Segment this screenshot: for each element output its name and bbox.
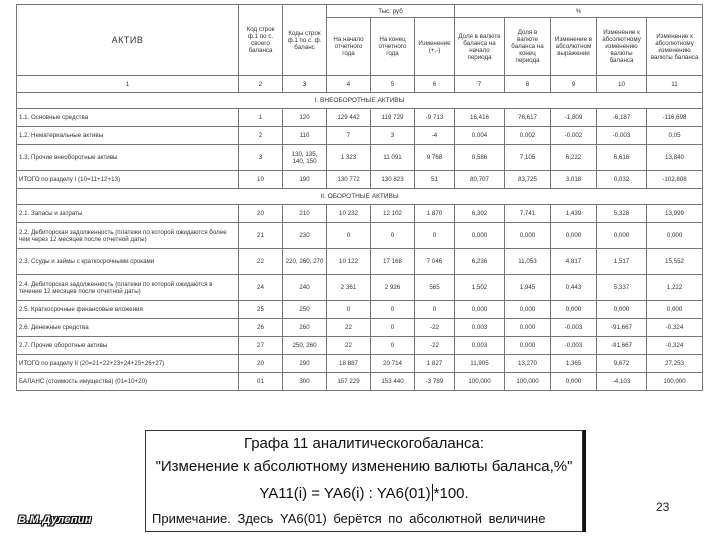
cell-c6: 51 [415,171,455,189]
cell-c3: 290 [283,355,327,373]
cell-c9: 6,222 [551,145,597,171]
note-box-edge [583,430,586,532]
cell-c11: 0,05 [647,127,703,145]
cell-c9: 0,000 [551,373,597,391]
cell-c6: -22 [415,319,455,337]
cell-c4: 2 361 [327,275,371,301]
header-col-3: Коды строк ф.1 по с. ф. баланс [283,5,327,76]
header-group-percent: % [455,5,703,18]
cell-c2: 20 [239,205,283,223]
cell-c4: 7 [327,127,371,145]
row-label: ИТОГО по разделу I (10=11+12+13) [17,171,239,189]
cell-c6: 1 870 [415,205,455,223]
col-number: 6 [415,76,455,93]
cell-c8: 0,000 [505,223,551,249]
cell-c5: 119 729 [371,109,415,127]
table-row [17,171,703,189]
cell-c11: -116,698 [647,109,703,127]
formula-left: YA11(i) = YA6(i) : YA6(01) [259,485,431,502]
header-group-tys: Тыс. руб [327,5,455,18]
cell-c4: 22 [327,319,371,337]
cell-c5: 2 926 [371,275,415,301]
cell-c11: 100,000 [647,373,703,391]
cell-c8: 0,000 [505,319,551,337]
cell-c8: 0,000 [505,337,551,355]
cell-c10: 0,032 [597,171,647,189]
cell-c6: 0 [415,223,455,249]
section-1-title: I. ВНЕОБОРОТНЫЕ АКТИВЫ [17,93,703,109]
cell-c5: 11 091 [371,145,415,171]
row-label: 2.2. Дебиторская задолженность (платежи по которой ожидаются более чем через 12 месяцев после отчетной даты) [17,223,239,249]
cell-c9: 4,817 [551,249,597,275]
abs-bar [432,484,433,501]
cell-c10: 0,000 [597,223,647,249]
row-label: 2.4. Дебиторская задолженность (платежи по которой ожидаются в течение 12 месяцев после отчетной даты) [17,275,239,301]
cell-c2: 24 [239,275,283,301]
cell-c4: 18 887 [327,355,371,373]
col-number: 1 [17,76,239,93]
cell-c8: 83,725 [505,171,551,189]
header-col-4: На начало отчетного года [327,18,371,76]
table-row [17,127,703,145]
cell-c4: 0 [327,301,371,319]
cell-c9: 3,018 [551,171,597,189]
cell-c11: 1,222 [647,275,703,301]
cell-c4: 157 229 [327,373,371,391]
section-row [17,93,703,109]
cell-c6: -4 [415,127,455,145]
cell-c8: 11,053 [505,249,551,275]
cell-c11: -102,808 [647,171,703,189]
cell-c9: 0,000 [551,301,597,319]
row-label: 1.3. Прочие внеоборотные активы [17,145,239,171]
cell-c10: 9,672 [597,355,647,373]
header-col-10: Изменение к абсолютному изменению валюты баланса [597,18,647,76]
cell-c5: 0 [371,301,415,319]
cell-c10: -6,187 [597,109,647,127]
table-row [17,355,703,373]
header-col-5: На конец отчетного года [371,18,415,76]
row-label: 2.5. Краткосрочные финансовые вложения [17,301,239,319]
cell-c7: 11,905 [455,355,505,373]
cell-c10: -91,667 [597,319,647,337]
cell-c8: 7,105 [505,145,551,171]
cell-c9: -1,809 [551,109,597,127]
cell-c3: 300 [283,373,327,391]
cell-c10: 1,517 [597,249,647,275]
cell-c2: 2 [239,127,283,145]
cell-c7: 80,707 [455,171,505,189]
cell-c11: -0,324 [647,319,703,337]
table-row [17,337,703,355]
cell-c11: -0,324 [647,337,703,355]
aktiv-header: АКТИВ [17,5,239,76]
header-col-6: Изменение (+,-) [415,18,455,76]
cell-c7: 0,586 [455,145,505,171]
cell-c10: 6,616 [597,145,647,171]
cell-c4: 0 [327,223,371,249]
cell-c5: 3 [371,127,415,145]
row-label: ИТОГО по разделу II (20=21+22+23+24+25+26+27) [17,355,239,373]
section-2-body [17,205,703,391]
cell-c3: 130, 135, 140, 150 [283,145,327,171]
cell-c3: 250, 260 [283,337,327,355]
cell-c8: 1,945 [505,275,551,301]
table-row [17,205,703,223]
row-label: БАЛАНС (стоимость имущества) (01=10+20) [17,373,239,391]
cell-c10: -91,667 [597,337,647,355]
cell-c5: 0 [371,223,415,249]
col-number: 7 [455,76,505,93]
row-label: 1.2. Нематериальные активы [17,127,239,145]
row-label: 2.6. Денежные средства [17,319,239,337]
cell-c5: 0 [371,319,415,337]
cell-c7: 16,416 [455,109,505,127]
cell-c8: 76,617 [505,109,551,127]
cell-c2: 1 [239,109,283,127]
cell-c10: 5,337 [597,275,647,301]
section-row [17,189,703,205]
row-label: 2.3. Ссуды и займы с краткосрочными сроками [17,249,239,275]
table-row [17,249,703,275]
cell-c9: -0,002 [551,127,597,145]
cell-c3: 120 [283,109,327,127]
col-number: 4 [327,76,371,93]
cell-c9: -0,003 [551,319,597,337]
cell-c10: -4,103 [597,373,647,391]
header-group-row [17,5,703,18]
cell-c9: 0,443 [551,275,597,301]
page-number: 23 [656,500,670,514]
cell-c7: 6,302 [455,205,505,223]
table-row [17,301,703,319]
cell-c4: 129 442 [327,109,371,127]
col-number: 2 [239,76,283,93]
cell-c5: 130 823 [371,171,415,189]
cell-c7: 0,004 [455,127,505,145]
cell-c6: -9 713 [415,109,455,127]
cell-c2: 20 [239,355,283,373]
note-line-1: Графа 11 аналитическогобаланса: [243,435,485,452]
cell-c3: 220, 260, 270 [283,249,327,275]
header-col-9: Изменение в абсолютном выражении [551,18,597,76]
cell-c4: 10 232 [327,205,371,223]
table-row [17,223,703,249]
row-label: 2.7. Прочие оборотные активы [17,337,239,355]
cell-c6: 7 046 [415,249,455,275]
cell-c8: 7,741 [505,205,551,223]
row-label: 2.1. Запасы и затраты [17,205,239,223]
cell-c3: 190 [283,171,327,189]
cell-c11: 0,000 [647,223,703,249]
cell-c8: 13,270 [505,355,551,373]
cell-c11: 15,552 [647,249,703,275]
cell-c7: 0,003 [455,337,505,355]
cell-c5: 12 102 [371,205,415,223]
cell-c4: 22 [327,337,371,355]
table-row [17,145,703,171]
cell-c7: 0,003 [455,319,505,337]
cell-c9: 0,000 [551,223,597,249]
header-col-2: Код строк ф.1 по с. своего баланса [239,5,283,76]
cell-c11: 0,000 [647,301,703,319]
cell-c4: 10 122 [327,249,371,275]
col-number: 10 [597,76,647,93]
cell-c5: 20 714 [371,355,415,373]
analytical-balance-table [16,4,703,391]
cell-c4: 1 323 [327,145,371,171]
note-line-2: "Изменение к абсолютному изменению валюты баланса,%" [155,458,573,475]
cell-c2: 22 [239,249,283,275]
cell-c9: 1,439 [551,205,597,223]
table-row [17,373,703,391]
cell-c10: 0,000 [597,301,647,319]
formula-right: *100. [433,485,469,502]
cell-c9: 1,365 [551,355,597,373]
cell-c3: 260 [283,319,327,337]
cell-c6: 1 827 [415,355,455,373]
author-name: В.М.Дулепин [18,514,92,526]
cell-c8: 100,000 [505,373,551,391]
cell-c3: 230 [283,223,327,249]
cell-c2: 3 [239,145,283,171]
cell-c5: 0 [371,337,415,355]
cell-c6: 565 [415,275,455,301]
cell-c7: 6,236 [455,249,505,275]
header-col-8: Доля в валюте баланса на конец периода [505,18,551,76]
cell-c2: 26 [239,319,283,337]
col-number: 3 [283,76,327,93]
cell-c3: 210 [283,205,327,223]
cell-c7: 100,000 [455,373,505,391]
cell-c10: -0,003 [597,127,647,145]
cell-c4: 130 772 [327,171,371,189]
cell-c3: 110 [283,127,327,145]
note-formula [146,484,582,502]
table-row [17,275,703,301]
cell-c2: 01 [239,373,283,391]
col-number: 5 [371,76,415,93]
cell-c10: 5,328 [597,205,647,223]
column-number-row [17,76,703,93]
cell-c2: 27 [239,337,283,355]
note-remark: Примечание. Здесь YA6(01) берётся по абсолютной величине [152,511,546,526]
col-number: 11 [647,76,703,93]
cell-c7: 0,000 [455,301,505,319]
cell-c6: -3 789 [415,373,455,391]
table-row [17,319,703,337]
cell-c11: 27,253 [647,355,703,373]
formula-note-box [145,430,583,532]
cell-c8: 0,002 [505,127,551,145]
cell-c11: 13,999 [647,205,703,223]
cell-c2: 21 [239,223,283,249]
header-col-7: Доля в валюте баланса на начало периода [455,18,505,76]
cell-c3: 240 [283,275,327,301]
header-col-11: Изменение к абсолютному изменению валюты баланса [647,18,703,76]
cell-c9: -0,003 [551,337,597,355]
cell-c7: 1,502 [455,275,505,301]
cell-c6: 0 [415,301,455,319]
section-2-title: II. ОБОРОТНЫЕ АКТИВЫ [17,189,703,205]
cell-c2: 10 [239,171,283,189]
cell-c6: -22 [415,337,455,355]
cell-c11: 13,840 [647,145,703,171]
table-row [17,109,703,127]
cell-c8: 0,000 [505,301,551,319]
cell-c5: 17 168 [371,249,415,275]
cell-c6: 9 768 [415,145,455,171]
section-1-body [17,109,703,189]
cell-c2: 25 [239,301,283,319]
col-number: 8 [505,76,551,93]
cell-c5: 153 440 [371,373,415,391]
col-number: 9 [551,76,597,93]
analytical-balance-table-wrap [16,4,702,422]
row-label: 1.1. Основные средства [17,109,239,127]
cell-c3: 250 [283,301,327,319]
cell-c7: 0,000 [455,223,505,249]
